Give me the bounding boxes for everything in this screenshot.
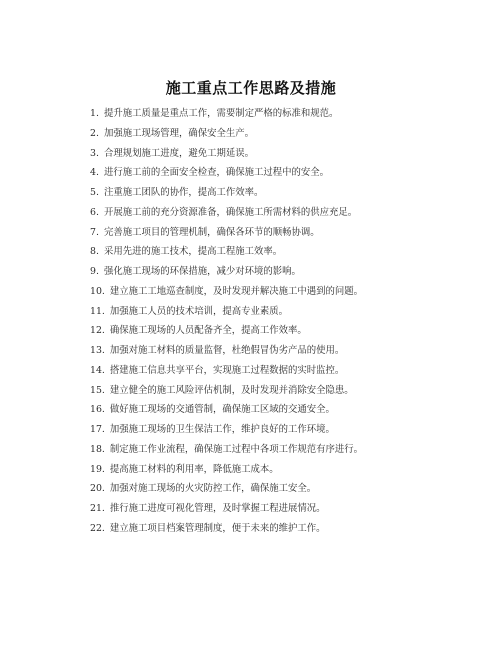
item-text: 合理规划施工进度，避免工期延误。 (103, 147, 254, 159)
list-item (90, 499, 490, 519)
item-text: 做好施工现场的交通管制，确保施工区域的交通安全。 (109, 404, 335, 416)
list-item (90, 124, 490, 144)
list-item (90, 104, 490, 124)
item-number: 7. (90, 226, 99, 238)
list-item (90, 163, 490, 183)
item-text: 建立健全的施工风险评估机制，及时发现并消除安全隐患。 (109, 384, 354, 396)
item-number: 10. (90, 285, 105, 297)
item-text: 强化施工现场的环保措施，减少对环境的影响。 (103, 266, 301, 277)
item-text: 推行施工进度可视化管理，及时掌握工程进展情况。 (109, 503, 326, 514)
list-item (90, 282, 490, 302)
measures-list (90, 104, 490, 539)
item-number: 6. (90, 206, 99, 218)
list-item (90, 361, 490, 381)
item-text: 完善施工项目的管理机制，确保各环节的顺畅协调。 (103, 226, 320, 238)
list-item (90, 381, 490, 401)
item-text: 确保施工现场的人员配备齐全，提高工作效率。 (109, 325, 307, 337)
item-number: 5. (90, 187, 99, 198)
item-text: 制定施工作业流程，确保施工过程中各项工作规范有序进行。 (109, 443, 364, 455)
item-text: 加强施工现场管理，确保安全生产。 (103, 127, 254, 139)
list-item (90, 302, 490, 322)
item-text: 进行施工前的全面安全检查，确保施工过程中的安全。 (103, 167, 329, 179)
item-number: 4. (90, 167, 99, 179)
item-text: 加强对施工材料的质量监督，杜绝假冒伪劣产品的使用。 (109, 345, 345, 356)
item-number: 19. (90, 463, 105, 475)
item-number: 18. (90, 443, 105, 455)
item-number: 14. (90, 364, 105, 376)
item-text: 加强施工人员的技术培训，提高专业素质。 (109, 305, 289, 317)
list-item (90, 321, 490, 341)
item-text: 建立施工项目档案管理制度，便于未来的维护工作。 (109, 522, 326, 534)
item-text: 建立施工工地巡查制度，及时发现并解决施工中遇到的问题。 (109, 285, 364, 297)
item-number: 22. (90, 522, 105, 534)
item-number: 13. (90, 345, 105, 356)
item-number: 12. (90, 325, 105, 337)
item-text: 加强施工现场的卫生保洁工作，维护良好的工作环境。 (109, 424, 335, 435)
item-number: 15. (90, 384, 105, 396)
list-item (90, 223, 490, 243)
item-text: 提升施工质量是重点工作，需要制定严格的标准和规范。 (103, 108, 339, 119)
item-number: 8. (90, 246, 99, 258)
item-text: 搭建施工信息共享平台，实现施工过程数据的实时监控。 (109, 364, 345, 376)
list-item (90, 519, 490, 539)
list-item (90, 400, 490, 420)
item-text: 加强对施工现场的火灾防控工作，确保施工安全。 (109, 483, 317, 495)
list-item (90, 420, 490, 440)
list-item (90, 479, 490, 499)
list-item (90, 341, 490, 361)
list-item (90, 242, 490, 262)
item-number: 1. (90, 108, 99, 119)
item-number: 17. (90, 424, 105, 435)
list-item (90, 262, 490, 282)
item-number: 16. (90, 404, 105, 416)
list-item (90, 144, 490, 164)
item-number: 2. (90, 127, 99, 139)
item-text: 注重施工团队的协作，提高工作效率。 (103, 187, 264, 198)
item-text: 采用先进的施工技术，提高工程施工效率。 (103, 246, 283, 258)
item-text: 提高施工材料的利用率，降低施工成本。 (109, 463, 279, 475)
item-number: 9. (90, 266, 99, 277)
document-title: 施工重点工作思路及措施 (165, 79, 337, 97)
list-item (90, 183, 490, 203)
list-item (90, 203, 490, 223)
item-text: 开展施工前的充分资源准备，确保施工所需材料的供应充足。 (103, 206, 358, 218)
item-number: 11. (90, 305, 105, 317)
item-number: 3. (90, 147, 99, 159)
list-item (90, 440, 490, 460)
item-number: 20. (90, 483, 105, 495)
item-number: 21. (90, 503, 105, 514)
list-item (90, 460, 490, 480)
